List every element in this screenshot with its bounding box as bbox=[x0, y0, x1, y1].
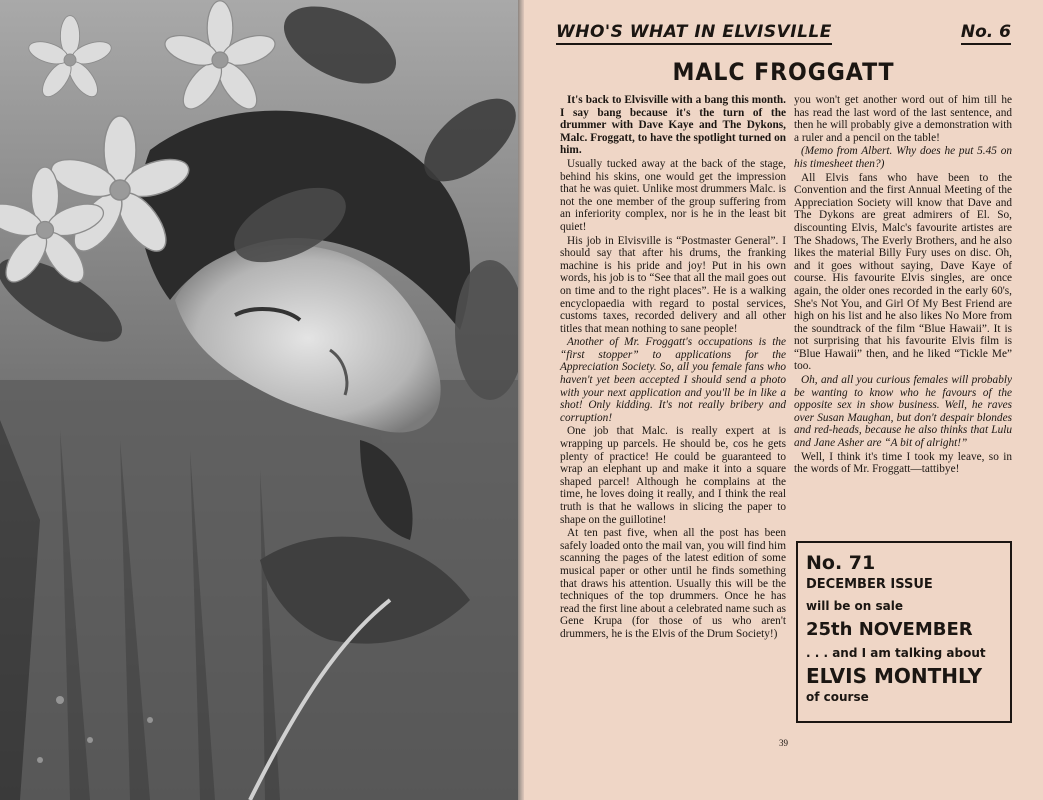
promo-issue-month: DECEMBER ISSUE bbox=[806, 577, 933, 592]
paragraph: Usually tucked away at the back of the stage, behind his skins, one would get the impression that he was quiet. Unlike most drummers Malc. is not the one member of the group suffering from an inferiority complex, nor is he in the least bit quiet! bbox=[560, 157, 786, 233]
article-column-right bbox=[794, 94, 1012, 477]
article-title: MALC FROGGATT bbox=[672, 58, 895, 86]
promo-issue-number: No. 71 bbox=[806, 552, 876, 574]
italic-paragraph: Another of Mr. Froggatt's occupations is the “first stopper” to applications for the Appreciation Society. So, all you female fans who haven't yet been accepted I should send a photo with your next application and you'll be in like a shot! Only kidding. It's not really bribery and corruption! bbox=[560, 336, 786, 424]
paragraph: One job that Malc. is really expert at is wrapping up parcels. He should be, cos he gets plenty of practice! He could be guaranteed to wrap an elephant up and make it into a square shaped parcel! Although he complains at the time, he loves doing it really, and I think the real truth is that he wallows in slicing the paper to shape on the guillotine! bbox=[560, 425, 786, 526]
paragraph: All Elvis fans who have been to the Convention and the first Annual Meeting of the Appreciation Society will know that Dave and The Dykons are great admirers of El. So, discounting Elvis, Malc's favourite artistes are The Shadows, The Everly Brothers, and he also likes the material Billy Fury uses on disc. Oh, and it goes without saying, Dave Kaye of course. His favourite Elvis singles, are once again, the older ones recorded in the early 60's, She's Not You, and Girl Of My Best Friend are high on his list and he also likes No More from the soundtrack of the film “Blue Hawaii”. It is not surprising that his favourite Elvis film is “Blue Hawaii” then, and he liked “Tickle Me” too. bbox=[794, 171, 1012, 373]
paragraph: His job in Elvisville is “Postmaster General”. I should say that after his drums, the franking machine is his pride and joy! Put in his own words, his job is to “See that all the mail goes out on time and to the right places”. He is a walking encyclopaedia with regard to postal services, customs taxes, recorded delivery and all other titles that mean nothing to sane people! bbox=[560, 234, 786, 335]
text-page bbox=[524, 0, 1043, 800]
paragraph: Well, I think it's time I took my leave, so in the words of Mr. Froggatt—tattibye! bbox=[794, 450, 1012, 476]
next-issue-promo-box bbox=[796, 541, 1012, 723]
italic-paragraph: Oh, and all you curious females will probably be wanting to know who he favours of the opposite sex in show business. Well, he raves over Susan Maughan, but don't despair blondes and red-heads, because he also thinks that Lulu and Jane Asher are “A bit of alright!” bbox=[794, 374, 1012, 450]
promo-magazine-name: ELVIS MONTHLY bbox=[806, 664, 983, 688]
article-column-left bbox=[560, 94, 786, 642]
memo-paragraph: (Memo from Albert. Why does he put 5.45 on his timesheet then?) bbox=[794, 145, 1012, 170]
column-number: No. 6 bbox=[961, 22, 1011, 45]
promo-date: 25th NOVEMBER bbox=[806, 619, 973, 640]
column-title: WHO'S WHAT IN ELVISVILLE bbox=[556, 22, 832, 45]
promo-on-sale: will be on sale bbox=[806, 599, 903, 613]
promo-talking: . . . and I am talking about bbox=[806, 646, 986, 660]
paragraph: you won't get another word out of him till he has read the last word of the last sentence, and then he will probably give a demonstration with a ruler and a pencil on the table! bbox=[794, 94, 1012, 144]
paragraph: At ten past five, when all the post has been safely loaded onto the mail van, you will find him scanning the pages of the latest edition of some musical paper or other until he finds something that draws his attention. Usually this will be the techniques of the top drummers. Once he has read the first line about a celebrated name such as Gene Krupa (for those of us who aren't drummers, he is the Elvis of the Drum Society!) bbox=[560, 527, 786, 640]
promo-of-course: of course bbox=[806, 690, 869, 704]
intro-paragraph: It's back to Elvisville with a bang this month. I say bang because it's the turn of the drummer with Dave Kaye and The Dykons, Malc. Froggatt, to have the spotlight turned on him. bbox=[560, 94, 786, 157]
page-number: 39 bbox=[779, 738, 788, 748]
